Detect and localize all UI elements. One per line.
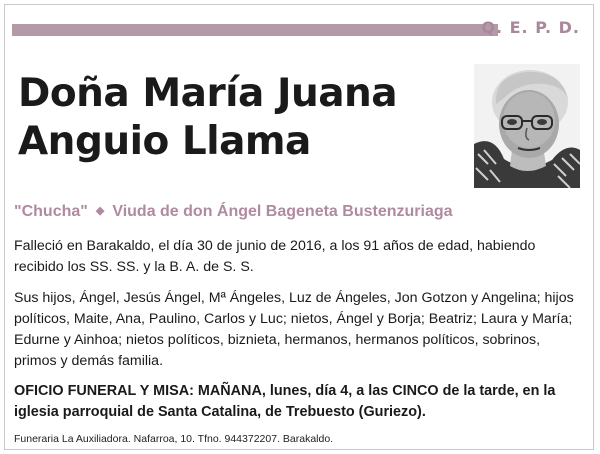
diamond-separator-icon: ◆ <box>95 205 105 217</box>
funeral-home-info: Funeraria La Auxiliadora. Nafarroa, 10. Tfno. 944372207. Barakaldo. <box>14 433 334 445</box>
funeral-info: OFICIO FUNERAL Y MISA: MAÑANA, lunes, día 4, a las CINCO de la tarde, en la iglesia parroquial de Santa Catalina, de Trebuesto (Guriezo). <box>14 383 556 420</box>
subtitle-line <box>14 203 594 221</box>
widow-of: Viuda de don Ángel Bageneta Bustenzuriaga <box>112 203 453 220</box>
nickname: "Chucha" <box>14 203 88 220</box>
name-line-1: Doña María Juana <box>18 71 398 116</box>
header-bar <box>12 24 498 36</box>
qepd-label: Q. E. P. D. <box>481 18 580 37</box>
deceased-name <box>18 70 458 166</box>
portrait-image <box>474 64 580 188</box>
family-list: Sus hijos, Ángel, Jesús Ángel, Mª Ángeles, Luz de Ángeles, Jon Gotzon y Angelina; hijos políticos, Maite, Ana, Paulino, Carlos y Luc; nietos, Ángel y Borja; Beatriz; Laura y María; Edurne y Ainhoa; nietos políticos, biznieta, hermanos, hermanos políticos, sobrinos, primos y demás familia. <box>14 290 574 369</box>
name-line-2: Anguio Llama <box>18 119 311 164</box>
death-notice: Falleció en Barakaldo, el día 30 de junio de 2016, a los 91 años de edad, habiendo recibido los SS. SS. y la B. A. de S. S. <box>14 238 536 275</box>
portrait-photo <box>474 64 580 188</box>
